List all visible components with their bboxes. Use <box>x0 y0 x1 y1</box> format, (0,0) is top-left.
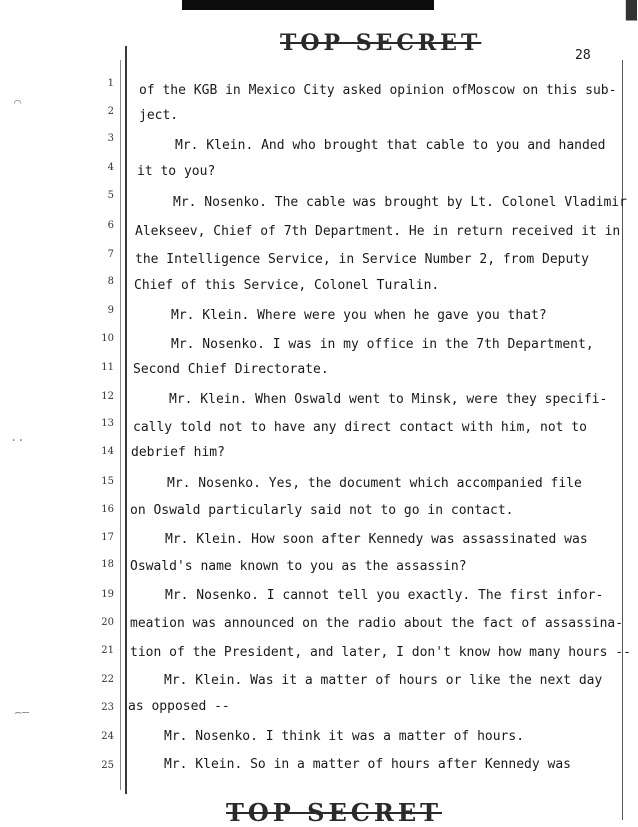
line-number: 14 <box>101 446 114 457</box>
line-number: 1 <box>107 78 114 89</box>
line-number: 5 <box>107 190 114 201</box>
transcript-line: Mr. Klein. Where were you when he gave you that? <box>171 308 547 323</box>
transcript-line: Mr. Klein. Was it a matter of hours or like the next day <box>164 673 603 688</box>
line-number: 22 <box>101 674 114 685</box>
margin-rule-secondary <box>120 60 121 790</box>
line-number: 9 <box>107 305 114 316</box>
line-number: 21 <box>101 645 114 656</box>
transcript-line: Mr. Klein. And who brought that cable to you and handed <box>175 138 606 153</box>
transcript-line: the Intelligence Service, in Service Number 2, from Deputy <box>135 252 589 267</box>
line-number: 6 <box>107 220 114 231</box>
line-number: 3 <box>107 133 114 144</box>
line-number: 15 <box>101 476 114 487</box>
line-number: 8 <box>107 276 114 287</box>
page-edge-line <box>622 60 623 820</box>
line-number: 4 <box>107 162 114 173</box>
transcript-line: meation was announced on the radio about the fact of assassina- <box>130 616 624 631</box>
margin-rule <box>125 46 127 794</box>
line-number: 25 <box>101 760 114 771</box>
page-number: 28 <box>575 48 591 63</box>
transcript-line: of the KGB in Mexico City asked opinion ofMoscow on this sub- <box>139 83 617 98</box>
line-number: 24 <box>101 731 114 742</box>
transcript-line: Mr. Nosenko. Yes, the document which accompanied file <box>167 476 582 491</box>
classification-stamp-top: TOP SECRET <box>280 30 482 56</box>
transcript-line: Oswald's name known to you as the assassin? <box>130 559 467 574</box>
transcript-line: Mr. Nosenko. I cannot tell you exactly. The first infor- <box>165 588 604 603</box>
line-number: 13 <box>101 418 114 429</box>
classification-stamp-bottom: TOP SECRET <box>226 798 442 827</box>
transcript-line: as opposed -- <box>128 699 230 714</box>
transcript-line: it to you? <box>137 164 216 179</box>
transcript-line: cally told not to have any direct contact with him, not to <box>133 420 587 435</box>
line-number: 11 <box>101 362 114 373</box>
transcript-line: Mr. Klein. When Oswald went to Minsk, were they specifi- <box>169 392 608 407</box>
transcript-line: Alekseev, Chief of 7th Department. He in return received it in <box>135 224 621 239</box>
line-number: 19 <box>101 589 114 600</box>
line-number: 7 <box>107 249 114 260</box>
line-number: 2 <box>107 106 114 117</box>
line-number: 17 <box>101 532 114 543</box>
transcript-line: Mr. Klein. How soon after Kennedy was assassinated was <box>165 532 588 547</box>
redaction-bar <box>182 0 434 10</box>
line-number: 18 <box>101 559 114 570</box>
edge-scribble-mark: █ <box>626 0 637 21</box>
transcript-line: debrief him? <box>131 445 225 460</box>
line-number: 20 <box>101 617 114 628</box>
transcript-line: tion of the President, and later, I don't know how many hours -- <box>130 645 631 660</box>
margin-scribble: ⌢— <box>14 705 30 719</box>
transcript-line: Mr. Nosenko. The cable was brought by Lt. Colonel Vladimir <box>173 195 627 210</box>
transcript-line: Mr. Nosenko. I was in my office in the 7th Department, <box>171 337 594 352</box>
line-number: 16 <box>101 504 114 515</box>
margin-scribble: .. <box>10 430 25 444</box>
transcript-line: on Oswald particularly said not to go in contact. <box>130 503 514 518</box>
transcript-line: ject. <box>139 108 179 123</box>
line-number: 23 <box>101 702 114 713</box>
line-number: 10 <box>101 333 114 344</box>
transcript-line: Second Chief Directorate. <box>133 362 329 377</box>
line-number: 12 <box>101 391 114 402</box>
margin-scribble: ⌒ <box>14 95 22 109</box>
transcript-line: Mr. Nosenko. I think it was a matter of hours. <box>164 729 525 744</box>
transcript-line: Mr. Klein. So in a matter of hours after Kennedy was <box>164 757 571 772</box>
transcript-line: Chief of this Service, Colonel Turalin. <box>134 278 440 293</box>
